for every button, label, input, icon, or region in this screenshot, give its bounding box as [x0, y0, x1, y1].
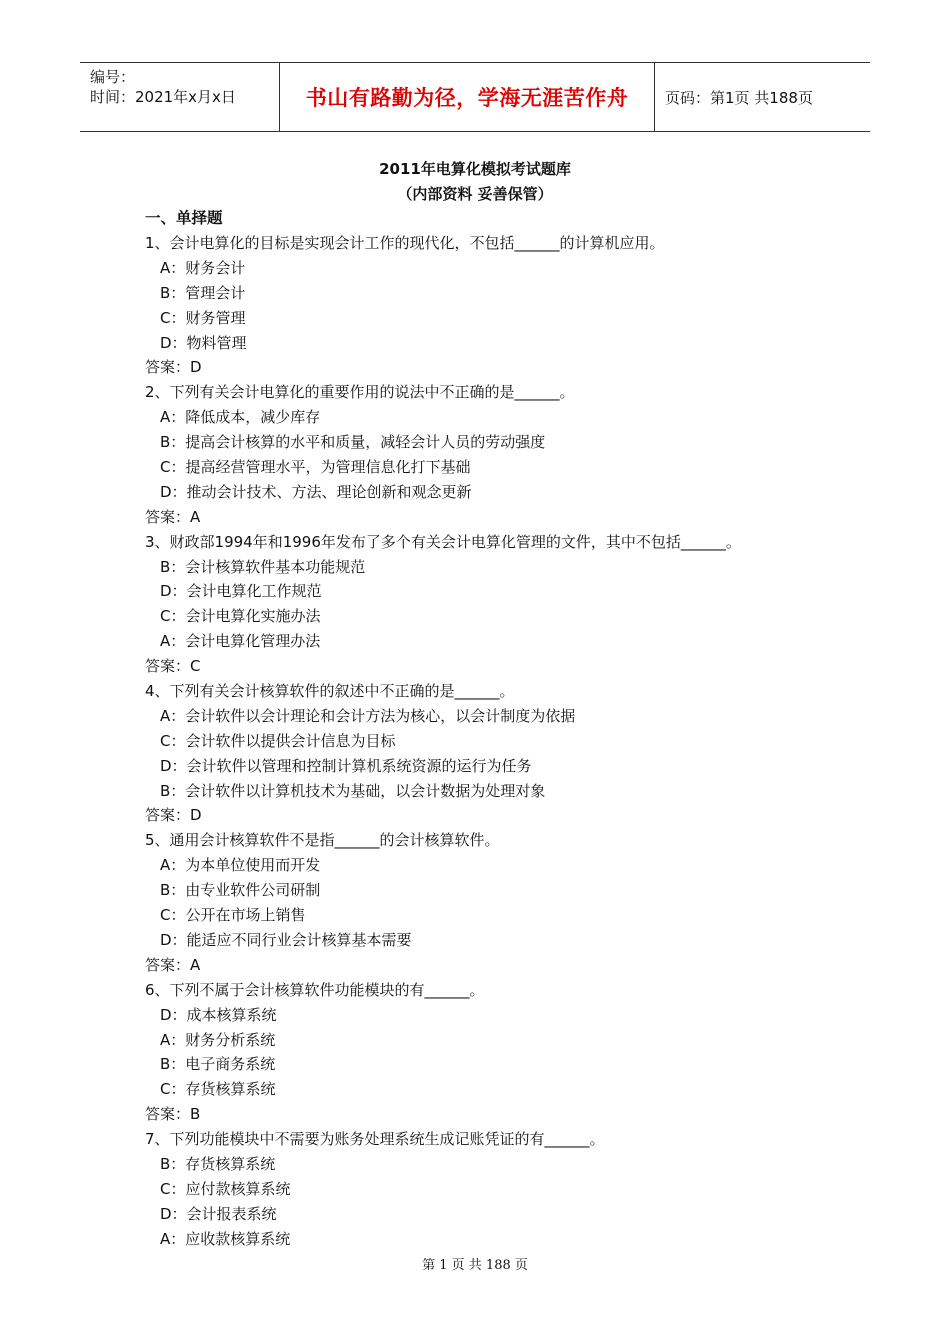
time-label: 时间：2021年x月x日: [90, 88, 236, 106]
answer-key: 答案：A: [145, 955, 201, 974]
section-heading: 一、单择题: [145, 209, 223, 227]
answer-option: A：财务分析系统: [160, 1030, 276, 1049]
question-text: 7、下列功能模块中不需要为账务处理系统生成记账凭证的有______。: [145, 1130, 605, 1149]
answer-option: A：为本单位使用而开发: [160, 856, 321, 875]
answer-option: C：会计电算化实施办法: [160, 607, 321, 626]
header-meta: [80, 63, 280, 131]
page-footer: 第 1 页 共 188 页: [422, 1258, 528, 1273]
answer-option: B：提高会计核算的水平和质量，减轻会计人员的劳动强度: [160, 433, 546, 452]
answer-option: D：会计软件以管理和控制计算机系统资源的运行为任务: [160, 756, 532, 775]
answer-option: A：财务会计: [160, 258, 246, 277]
question-text: 3、财政部1994年和1996年发布了多个有关会计电算化管理的文件，其中不包括______。: [145, 532, 741, 551]
answer-option: C：会计软件以提供会计信息为目标: [160, 731, 396, 750]
question-text: 4、下列有关会计核算软件的叙述中不正确的是______。: [145, 682, 515, 701]
answer-option: A：降低成本，减少库存: [160, 408, 321, 427]
answer-key: 答案：D: [145, 806, 202, 825]
header-motto: 书山有路勤为径，学海无涯苦作舟: [280, 63, 655, 131]
answer-option: C：提高经营管理水平，为管理信息化打下基础: [160, 458, 471, 477]
answer-key: 答案：A: [145, 507, 201, 526]
answer-option: D：会计电算化工作规范: [160, 582, 322, 601]
answer-option: B：由专业软件公司研制: [160, 881, 321, 900]
header-page-info: 页码：第1页 共188页: [665, 88, 813, 107]
answer-option: D：成本核算系统: [160, 1005, 277, 1024]
answer-option: A：会计电算化管理办法: [160, 632, 321, 651]
document-title: 2011年电算化模拟考试题库: [379, 160, 571, 178]
answer-option: B：电子商务系统: [160, 1055, 276, 1074]
answer-option: B：会计核算软件基本功能规范: [160, 557, 366, 576]
answer-option: C：应付款核算系统: [160, 1179, 291, 1198]
document-subtitle: （内部资料 妥善保管）: [397, 185, 553, 203]
question-text: 2、下列有关会计电算化的重要作用的说法中不正确的是______。: [145, 383, 575, 402]
answer-option: D：推动会计技术、方法、理论创新和观念更新: [160, 482, 472, 501]
question-text: 6、下列不属于会计核算软件功能模块的有______。: [145, 980, 485, 999]
answer-option: B：会计软件以计算机技术为基础，以会计数据为处理对象: [160, 781, 546, 800]
answer-option: B：管理会计: [160, 283, 246, 302]
answer-option: D：能适应不同行业会计核算基本需要: [160, 930, 412, 949]
answer-option: B：存货核算系统: [160, 1154, 276, 1173]
question-list: [145, 231, 845, 1252]
question-text: 1、会计电算化的目标是实现会计工作的现代化，不包括______的计算机应用。: [145, 234, 665, 252]
page-header: [80, 62, 870, 132]
answer-option: A：会计软件以会计理论和会计方法为核心，以会计制度为依据: [160, 706, 576, 725]
answer-key: 答案：C: [145, 657, 201, 676]
answer-key: 答案：D: [145, 358, 202, 377]
answer-option: C：公开在市场上销售: [160, 906, 306, 925]
answer-option: A：应收款核算系统: [160, 1229, 291, 1248]
answer-option: C：存货核算系统: [160, 1080, 276, 1099]
question-text: 5、通用会计核算软件不是指______的会计核算软件。: [145, 831, 500, 850]
answer-option: D：物料管理: [160, 333, 247, 352]
answer-key: 答案：B: [145, 1105, 201, 1124]
answer-option: C：财务管理: [160, 308, 246, 327]
answer-option: D：会计报表系统: [160, 1204, 277, 1223]
number-label: 编号：: [90, 68, 136, 86]
